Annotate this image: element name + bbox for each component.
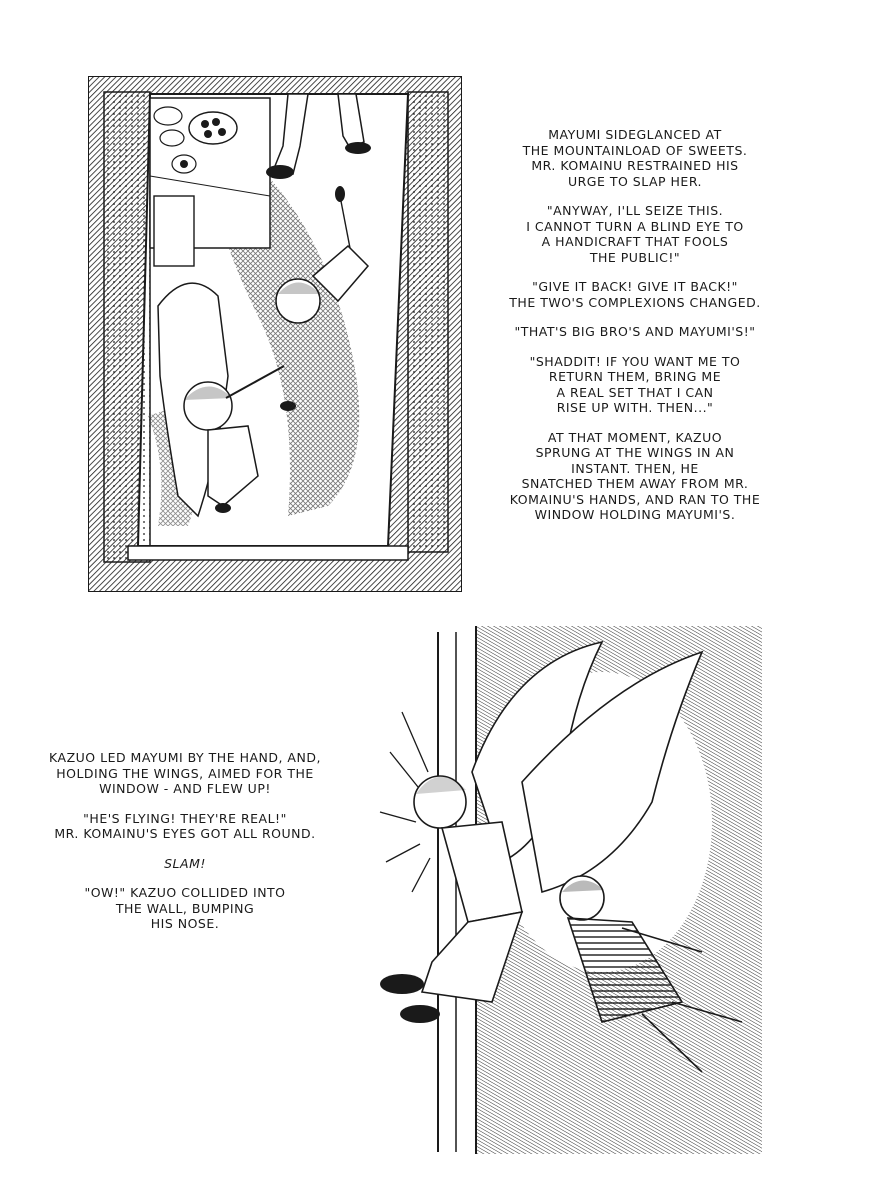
caption-paragraph: "HE'S FLYING! THEY'RE REAL!" MR. KOMAINU'S EYES GOT ALL ROUND.	[54, 810, 316, 841]
right-curtain	[408, 92, 448, 552]
window-sill	[128, 546, 408, 560]
left-curtain	[104, 92, 150, 562]
top-narration-caption	[505, 127, 765, 537]
bottom-manga-panel	[372, 622, 764, 1156]
bottom-narration-caption	[40, 750, 330, 946]
top-panel-illustration	[88, 76, 462, 592]
caption-paragraph: "THAT'S BIG BRO'S AND MAYUMI'S!"	[514, 324, 756, 339]
top-manga-panel	[88, 76, 462, 592]
cake-plate	[189, 112, 237, 144]
caption-paragraph: MAYUMI SIDEGLANCED AT THE MOUNTAINLOAD OF SWEETS. MR. KOMAINU RESTRAINED HIS URGE TO SLAP HER.	[522, 127, 748, 189]
chair	[154, 196, 194, 266]
kazuo-shoe	[380, 974, 424, 994]
sound-effect-text: SLAM!	[164, 855, 206, 871]
caption-paragraph: KAZUO LED MAYUMI BY THE HAND, AND, HOLDING THE WINGS, AIMED FOR THE WINDOW - AND FLEW UP!	[49, 750, 321, 796]
caption-paragraph: AT THAT MOMENT, KAZUO SPRUNG AT THE WINGS IN AN INSTANT. THEN, HE SNATCHED THEM AWAY FROM MR. KOMAINU'S HANDS, AND RAN TO THE WINDOW HOLDING MAYUMI'S.	[509, 429, 761, 522]
caption-paragraph: "GIVE IT BACK! GIVE IT BACK!" THE TWO'S COMPLEXIONS CHANGED.	[509, 279, 761, 310]
caption-paragraph: "SHADDIT! IF YOU WANT ME TO RETURN THEM, BRING ME A REAL SET THAT I CAN RISE UP WITH. THEN..."	[529, 353, 741, 415]
bottom-panel-illustration	[372, 622, 764, 1156]
caption-paragraph: "OW!" KAZUO COLLIDED INTO THE WALL, BUMPING HIS NOSE.	[84, 885, 286, 931]
caption-paragraph: "ANYWAY, I'LL SEIZE THIS. I CANNOT TURN A BLIND EYE TO A HANDICRAFT THAT FOOLS THE PUBLIC!"	[526, 203, 744, 265]
